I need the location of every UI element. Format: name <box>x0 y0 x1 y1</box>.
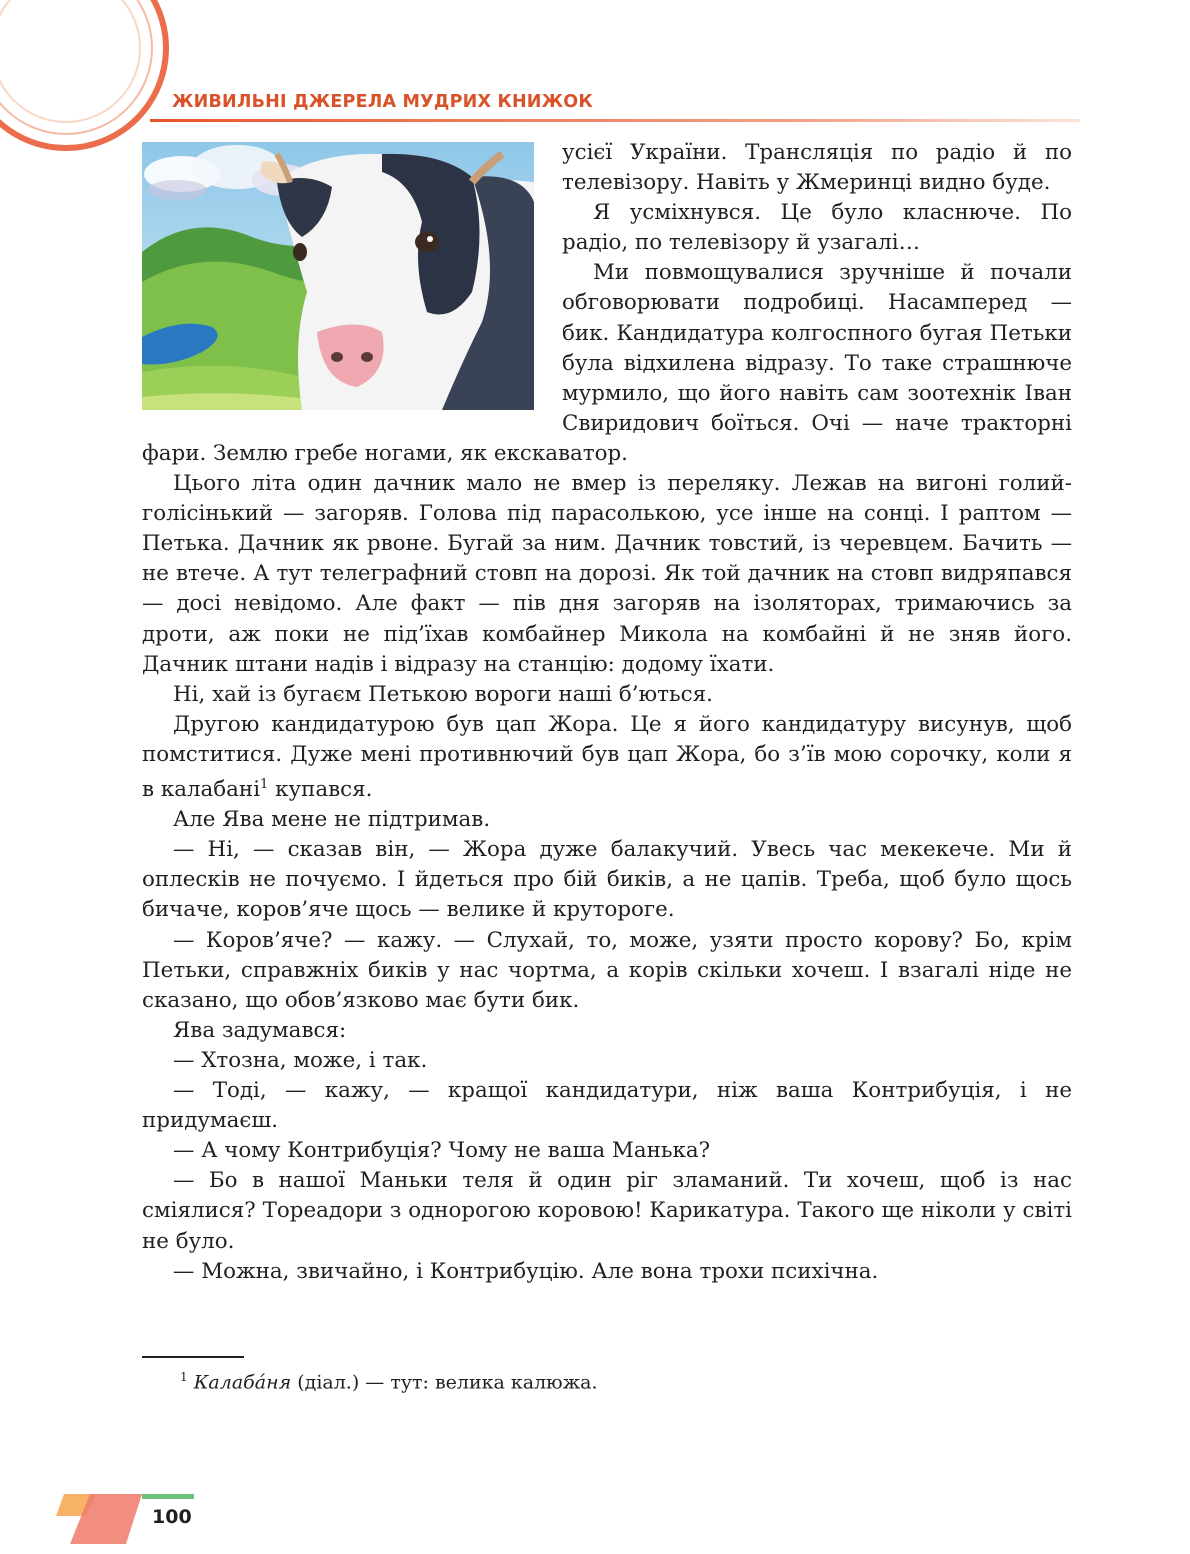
paragraph: Ява задумався: <box>173 1017 347 1043</box>
paragraph: — Ні, — сказав він, — Жора дуже балакучий. Увесь час мекекече. Ми й оплесків не почуємо. І йдеться про бій биків, а не цапів. Треба, щоб було щось бичаче, коров’яче щось — велике й крутороге. <box>142 837 1072 923</box>
paragraph: Ми повмощувалися зручніше й почали обговорювати подробиці. Насамперед — бик. Кандидатура колгоспного бугая Петьки була відхилена відразу. То таке страшнюче мурмило, що його навіть сам зоотехнік Іван Свиридович боїться. Очі — наче тракторні фари. Землю гребе ногами, як екскаватор. <box>142 260 1072 466</box>
paragraph: — Бо в нашої Маньки теля й один ріг зламаний. Ти хочеш, щоб із нас сміялися? Тореадори з однорогою коровою! Карикатура. Такого ще ніколи у світі не було. <box>142 1168 1072 1254</box>
footnote <box>180 1370 598 1393</box>
paragraph: Я усміхнувся. Це було класнюче. По радіо, по телевізору й узагалі… <box>562 200 1072 256</box>
paragraph-with-footnote <box>142 710 1072 805</box>
paragraph: усієї України. Трансляція по радіо й по телевізору. Навіть у Жмеринці видно буде. <box>562 140 1072 196</box>
paragraph: — Коров’яче? — кажу. — Слухай, то, може, узяти просто корову? Бо, крім Петьки, справжніх биків у нас чортма, а корів скільки хочеш. І взагалі ніде не сказано, що обов’язково має бути бик. <box>142 927 1072 1013</box>
paragraph: Ні, хай із бугаєм Петькою вороги наші б’ються. <box>173 681 713 707</box>
paragraph-text: Другою кандидатурою був цап Жора. Це я його кандидатуру висунув, щоб помститися. Дуже мені противнючий був цап Жора, бо з’їв мою сорочку, коли я в калабані <box>142 711 1072 803</box>
paragraph: — А чому Контрибуція? Чому не ваша Манька? <box>173 1138 711 1164</box>
footnote-marker: 1 <box>180 1370 188 1384</box>
footnote-reference: 1 <box>260 776 269 792</box>
paragraph: Але Ява мене не підтримав. <box>173 807 491 833</box>
footnote-term: Калаба́ня <box>193 1371 292 1394</box>
story-text <box>142 138 1072 1287</box>
decorative-arcs <box>0 0 190 160</box>
illustration-spacer <box>142 138 562 428</box>
page-number: 100 <box>152 1506 192 1528</box>
paragraph: Цього літа один дачник мало не вмер із переляку. Лежав на вигоні голий-голісінький — загоряв. Голова під парасолькою, усе інше на сонці. І раптом — Петька. Дачник як рвоне. Бугай за ним. Дачник товстий, із черевцем. Бачить — не втече. А тут телеграфний стовп на дорозі. Як той дачник на стовп видряпався — досі невідомо. Але факт — пів дня загоряв на ізоляторах, тримаючись за дроти, аж поки не під’їхав комбайнер Микола на комбайні й не зняв його. Дачник штани надів і відразу на станцію: додому їхати. <box>142 471 1072 677</box>
paragraph: — Тоді, — кажу, — кращої кандидатури, ніж ваша Контрибуція, і не придумаєш. <box>142 1078 1072 1134</box>
header-rule <box>150 117 1080 125</box>
footnote-definition: (діал.) — тут: велика калюжа. <box>291 1371 598 1394</box>
paragraph-text: купався. <box>268 777 373 803</box>
paragraph: — Хтозна, може, і так. <box>173 1047 428 1073</box>
paragraph: — Можна, звичайно, і Контрибуцію. Але вона трохи психічна. <box>173 1258 879 1284</box>
section-header-title: ЖИВИЛЬНІ ДЖЕРЕЛА МУДРИХ КНИЖОК <box>172 92 593 112</box>
footnote-divider <box>142 1356 244 1358</box>
